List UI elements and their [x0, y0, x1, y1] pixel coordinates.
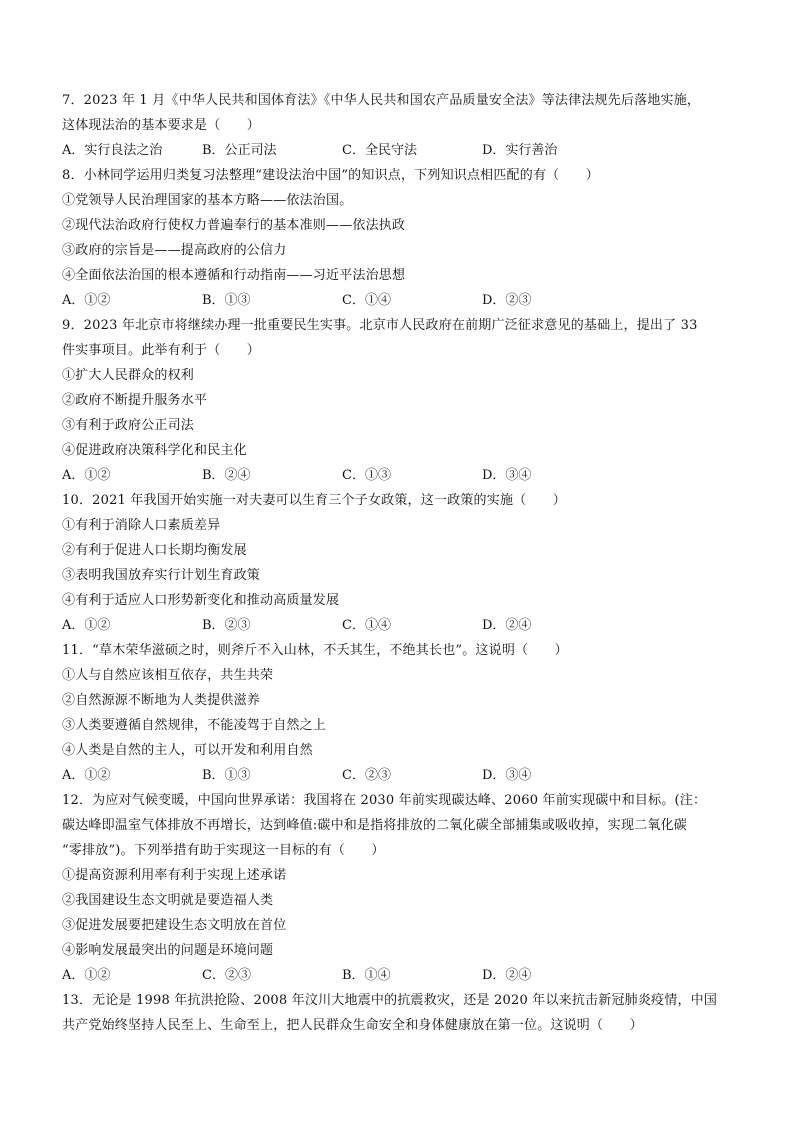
statement-item: ①人与自然应该相互依存，共生共荣	[62, 668, 274, 683]
answer-options	[62, 138, 742, 163]
statement-item: ①扩大人民群众的权利	[62, 368, 195, 383]
option-b: B．②④	[202, 468, 251, 483]
question-stem: 13．无论是 1998 年抗洪抢险、2008 年汶川大地震中的抗震救灾，还是 2020 年以来抗击新冠肺炎疫情，中国	[62, 993, 718, 1008]
statement-item: ②自然源源不断地为人类提供滋养	[62, 693, 261, 708]
statement-item: ①提高资源利用率有利于实现上述承诺	[62, 868, 287, 883]
option-a: A．①②	[62, 468, 111, 483]
question-stem: 8．小林同学运用归类复习法整理“建设法治中国”的知识点，下列知识点相匹配的有（ ）	[62, 168, 599, 183]
question-stem: 7．2023 年 1 月《中华人民共和国体育法》《中华人民共和国农产品质量安全法》等法律法规先后落地实施，	[62, 93, 701, 108]
question-stem: 件实事项目。此举有利于（ ）	[62, 343, 261, 358]
option-d: D．③④	[482, 468, 532, 483]
statement-item: ④促进政府决策科学化和民主化	[62, 443, 247, 458]
statement-item: ③政府的宗旨是——提高政府的公信力	[62, 243, 287, 258]
question-stem: “零排放”)。下列举措有助于实现这一目标的有（ ）	[62, 843, 385, 858]
statement-item: ①有利于消除人口素质差异	[62, 518, 221, 533]
option-a: A．实行良法之治	[62, 143, 163, 158]
answer-options	[62, 288, 742, 313]
option-b: B．公正司法	[202, 143, 277, 158]
question-12	[62, 788, 742, 988]
option-b: B．①③	[202, 768, 251, 783]
option-c: C．①③	[342, 468, 391, 483]
answer-options	[62, 613, 742, 638]
option-a: A．①②	[62, 768, 111, 783]
option-a: A．①②	[62, 968, 111, 983]
option-a: A．①②	[62, 618, 111, 633]
question-stem: 共产党始终坚持人民至上、生命至上，把人民群众生命安全和身体健康放在第一位。这说明（ ）	[62, 1018, 643, 1033]
statement-item: ②政府不断提升服务水平	[62, 393, 208, 408]
statement-item: ④有利于适应人口形势新变化和推动高质量发展	[62, 593, 340, 608]
question-13	[62, 988, 742, 1038]
question-10	[62, 488, 742, 638]
question-stem: 9．2023 年北京市将继续办理一批重要民生实事。北京市人民政府在前期广泛征求意见的基础上，提出了 33	[62, 318, 698, 333]
option-b: B．②③	[202, 618, 251, 633]
question-stem: 碳达峰即温室气体排放不再增长，达到峰值:碳中和是指将排放的二氧化碳全部捕集或吸收掉，实现二氧化碳	[62, 818, 687, 833]
question-7	[62, 88, 742, 163]
document-page	[62, 88, 742, 1038]
question-stem: 11．“草木荣华滋硕之时，则斧斤不入山林，不夭其生，不绝其长也”。这说明（ ）	[62, 643, 568, 658]
question-stem: 12．为应对气候变暖，中国向世界承诺：我国将在 2030 年前实现碳达峰、2060 年前实现碳中和目标。(注：	[62, 793, 707, 808]
option-d: D．③④	[482, 768, 532, 783]
statement-item: ②我国建设生态文明就是要造福人类	[62, 893, 274, 908]
statement-item: ④全面依法治国的根本遵循和行动指南——习近平法治思想	[62, 268, 406, 283]
statement-item: ③有利于政府公正司法	[62, 418, 195, 433]
statement-item: ④人类是自然的主人，可以开发和利用自然	[62, 743, 313, 758]
answer-options	[62, 963, 742, 988]
statement-item: ③人类要遵循自然规律，不能凌驾于自然之上	[62, 718, 327, 733]
option-c: C．②③	[342, 768, 391, 783]
option-c: C．全民守法	[342, 143, 417, 158]
statement-item: ①党领导人民治理国家的基本方略——依法治国。	[62, 193, 353, 208]
statement-item: ③促进发展要把建设生态文明放在首位	[62, 918, 287, 933]
statement-item: ②现代法治政府行使权力普遍奉行的基本准则——依法执政	[62, 218, 406, 233]
option-c: C．①④	[342, 618, 391, 633]
option-a: A．①②	[62, 293, 111, 308]
option-d: D．实行善治	[482, 143, 558, 158]
question-11	[62, 638, 742, 788]
question-8	[62, 163, 742, 313]
question-stem: 10．2021 年我国开始实施一对夫妻可以生育三个子女政策，这一政策的实施（ ）	[62, 493, 566, 508]
statement-item: ④影响发展最突出的问题是环境问题	[62, 943, 274, 958]
statement-item: ③表明我国放弃实行计划生育政策	[62, 568, 261, 583]
option-c: C．①④	[342, 293, 391, 308]
option-b: B．①④	[342, 968, 391, 983]
option-d: D．②③	[482, 293, 532, 308]
option-c: C．②③	[202, 968, 251, 983]
statement-item: ②有利于促进人口长期均衡发展	[62, 543, 247, 558]
answer-options	[62, 463, 742, 488]
option-d: D．②④	[482, 618, 532, 633]
answer-options	[62, 763, 742, 788]
question-9	[62, 313, 742, 488]
question-stem: 这体现法治的基本要求是（ ）	[62, 118, 261, 133]
option-b: B．①③	[202, 293, 251, 308]
option-d: D．②④	[482, 968, 532, 983]
